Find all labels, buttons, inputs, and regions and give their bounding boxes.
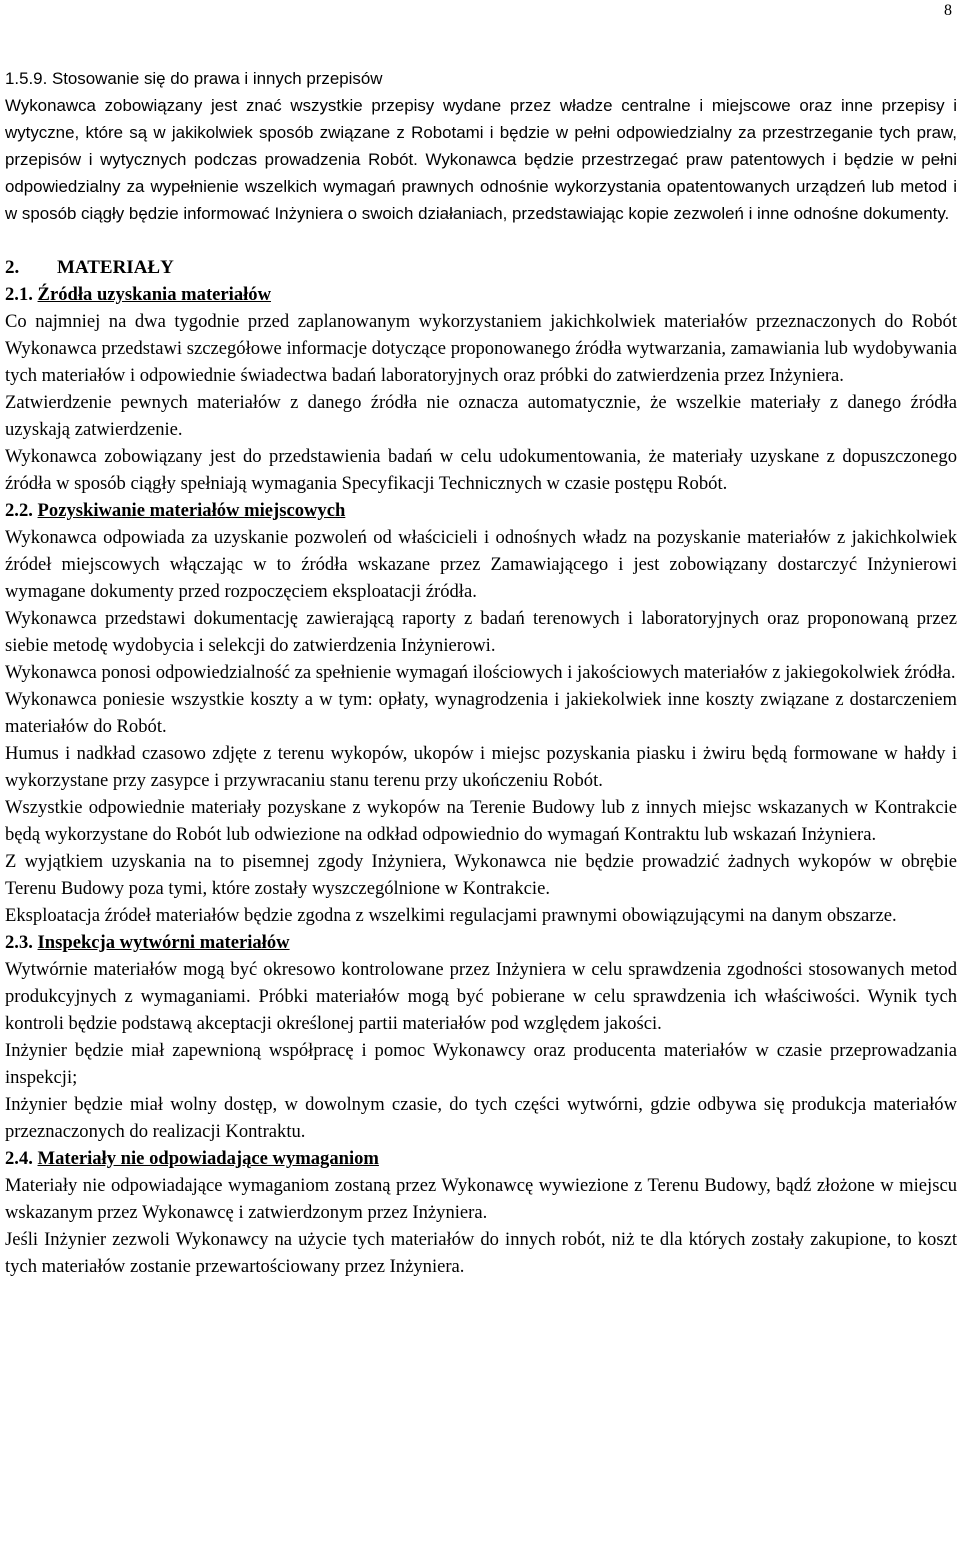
paragraph: Z wyjątkiem uzyskania na to pisemnej zgody Inżyniera, Wykonawca nie będzie prowadzić żadnych wykopów w obrębie Terenu Budowy poza tymi, które zostały wyszczególnione w Kontrakcie. (5, 851, 957, 899)
section-2-3-heading (5, 929, 957, 956)
paragraph: Inżynier będzie miał zapewnioną współpracę i pomoc Wykonawcy oraz producenta materiałów w czasie przeprowadzania inspekcji; (5, 1040, 957, 1088)
paragraph: Eksploatacja źródeł materiałów będzie zgodna z wszelkimi regulacjami prawnymi obowiązującymi na danym obszarze. (5, 905, 897, 926)
paragraph: Wykonawca ponosi odpowiedzialność za spełnienie wymagań ilościowych i jakościowych materiałów z jakiegokolwiek źródła. (5, 662, 956, 683)
section-2-4-heading (5, 1145, 957, 1172)
paragraph: Co najmniej na dwa tygodnie przed zaplanowanym wykorzystaniem jakichkolwiek materiałów przeznaczonych do Robót Wykonawca przedstawi szczegółowe informacje dotyczące proponowanego źródła wytwarzania, zamawiania lub wydobywania tych materiałów i odpowiednie świadectwa badań laboratoryjnych oraz próbki do zatwierdzenia przez Inżyniera. (5, 311, 957, 386)
section-number: 2.4. (5, 1148, 33, 1169)
section-2-heading (5, 254, 957, 281)
document-body (5, 65, 957, 1280)
paragraph: Wszystkie odpowiednie materiały pozyskane z wykopów na Terenie Budowy lub z innych miejsc wskazanych w Kontrakcie będą wykorzystane do Robót lub odwiezione na odkład odpowiednio do wymagań Kontraktu lub wskazań Inżyniera. (5, 797, 957, 845)
paragraph: Inżynier będzie miał wolny dostęp, w dowolnym czasie, do tych części wytwórni, gdzie odbywa się produkcja materiałów przeznaczonych do realizacji Kontraktu. (5, 1094, 957, 1142)
section-title: Pozyskiwanie materiałów miejscowych (37, 500, 346, 521)
section-1-5-9-paragraph: Wykonawca zobowiązany jest znać wszystkie przepisy wydane przez władze centralne i miejscowe oraz inne przepisy i wytyczne, które są w jakikolwiek sposób związane z Robotami i będzie w pełni odpowiedzialny za przestrzeganie tych praw, przepisów i wytycznych podczas prowadzenia Robót. Wykonawca będzie przestrzegać praw patentowych i będzie w pełni odpowiedzialny za wypełnienie wszelkich wymagań prawnych odnośnie wykorzystania opatentowanych urządzeń lub metod i w sposób ciągły będzie informować Inżyniera o swoich działaniach, przedstawiając kopie zezwoleń i inne odnośne dokumenty. (5, 96, 957, 223)
section-title: Materiały nie odpowiadające wymaganiom (37, 1148, 379, 1169)
section-number: 2.3. (5, 932, 33, 953)
section-2-1-heading (5, 281, 957, 308)
section-2-2-heading (5, 497, 957, 524)
paragraph: Wykonawca poniesie wszystkie koszty a w tym: opłaty, wynagrodzenia i jakiekolwiek inne koszty związane z dostarczeniem materiałów do Robót. (5, 689, 957, 737)
section-number: 2. (5, 257, 20, 278)
section-number: 2.1. (5, 284, 33, 305)
section-number: 2.2. (5, 500, 33, 521)
page-number: 8 (944, 2, 952, 19)
paragraph: Wykonawca odpowiada za uzyskanie pozwoleń od właścicieli i odnośnych władz na pozyskanie materiałów z jakichkolwiek źródeł miejscowych włączając w to źródła wskazane przez Zamawiającego i jest zobowiązany dostarczyć Inżynierowi wymagane dokumenty przed rozpoczęciem eksploatacji źródła. (5, 527, 957, 602)
spacer (5, 227, 957, 254)
section-1-5-9-heading: 1.5.9. Stosowanie się do prawa i innych przepisów (5, 69, 383, 88)
section-title: Źródła uzyskania materiałów (37, 284, 272, 305)
paragraph: Materiały nie odpowiadające wymaganiom zostaną przez Wykonawcę wywiezione z Terenu Budowy, bądź złożone w miejscu wskazanym przez Wykonawcę i zatwierdzonym przez Inżyniera. (5, 1175, 957, 1223)
section-title: MATERIAŁY (57, 257, 174, 278)
paragraph: Jeśli Inżynier zezwoli Wykonawcy na użycie tych materiałów do innych robót, niż te dla których zostały zakupione, to koszt tych materiałów zostanie przewartościowany przez Inżyniera. (5, 1229, 957, 1277)
paragraph: Zatwierdzenie pewnych materiałów z danego źródła nie oznacza automatycznie, że wszelkie materiały z danego źródła uzyskają zatwierdzenie. (5, 392, 957, 440)
section-title: Inspekcja wytwórni materiałów (37, 932, 290, 953)
paragraph: Wytwórnie materiałów mogą być okresowo kontrolowane przez Inżyniera w celu sprawdzenia zgodności stosowanych metod produkcyjnych z wymaganiami. Próbki materiałów mogą być pobierane w celu sprawdzenia ich właściwości. Wynik tych kontroli będzie podstawą akceptacji określonej partii materiałów pod względem jakości. (5, 959, 957, 1034)
paragraph: Humus i nadkład czasowo zdjęte z terenu wykopów, ukopów i miejsc pozyskania piasku i żwiru będą formowane w hałdy i wykorzystane przy zasypce i przywracaniu stanu terenu przy ukończeniu Robót. (5, 743, 957, 791)
paragraph: Wykonawca przedstawi dokumentację zawierającą raporty z badań terenowych i laboratoryjnych oraz proponowaną przez siebie metodę wydobycia i selekcji do zatwierdzenia Inżynierowi. (5, 608, 957, 656)
paragraph: Wykonawca zobowiązany jest do przedstawienia badań w celu udokumentowania, że materiały uzyskane z dopuszczonego źródła w sposób ciągły spełniają wymagania Specyfikacji Technicznych w czasie postępu Robót. (5, 446, 957, 494)
